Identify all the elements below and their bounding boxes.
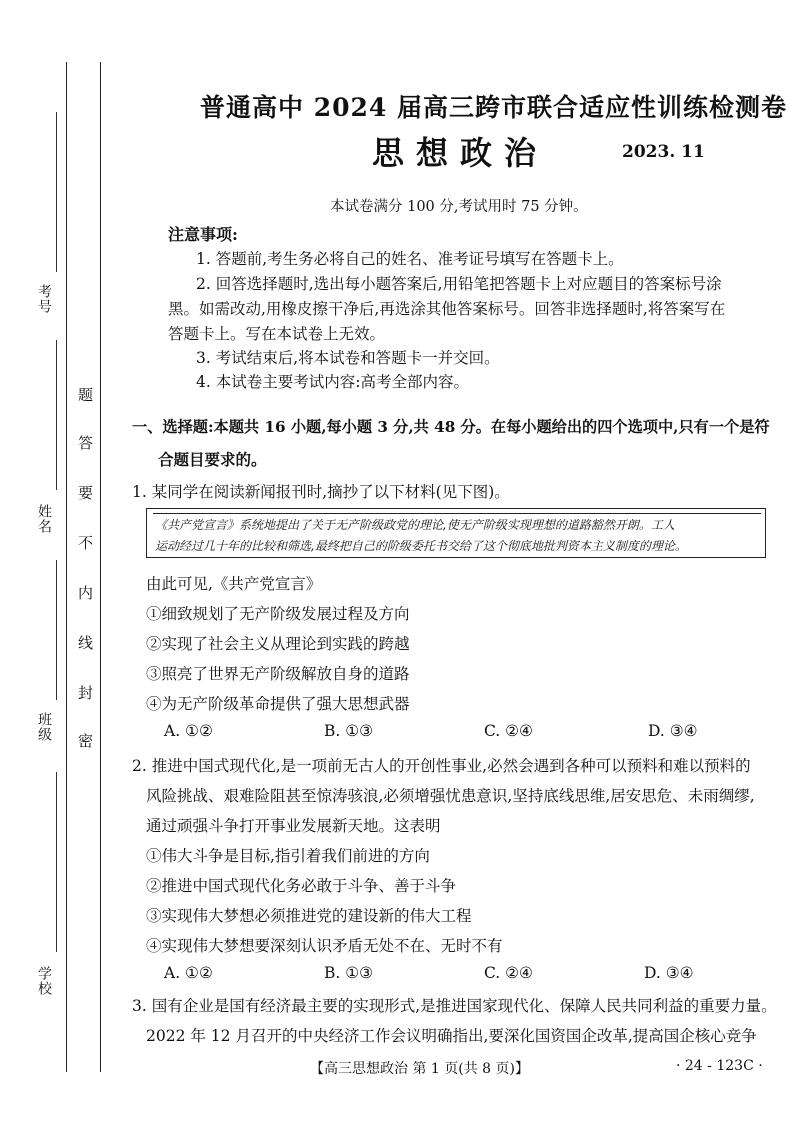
q1-option-c[interactable]: C. ②④ [484, 722, 533, 740]
q1-option-b[interactable]: B. ①③ [324, 722, 374, 740]
q1-material-line: 《共产党宣言》系统地提出了关于无产阶级政党的理论,使无产阶级实现理想的道路豁然开朗。工人 [155, 518, 675, 532]
q2-option-b[interactable]: B. ①③ [324, 964, 374, 982]
class-blank[interactable] [56, 560, 57, 700]
q1-material-line: 运动经过几十年的比较和筛选,最终把自己的阶级委托书交给了这个彻底地批判资本主义制度的理论。 [155, 539, 687, 553]
q1-option-d[interactable]: D. ③④ [648, 722, 698, 740]
q2-stem: 风险挑战、艰难险阻甚至惊涛骇浪,必须增强忧患意识,坚持底线思维,居安思危、未雨绸缪, [146, 787, 755, 805]
page-footer: 【高三思想政治 第 1 页(共 8 页)】 [310, 1061, 529, 1077]
q1-material-box [146, 508, 766, 558]
notice-line: 答题卡上。写在本试卷上无效。 [168, 325, 386, 343]
q1-lead: 由此可见,《共产党宣言》 [146, 575, 322, 593]
q2-item: ④实现伟大梦想要深刻认识矛盾无处不在、无时不有 [146, 937, 503, 955]
school-blank[interactable] [56, 772, 57, 952]
seal-char: 不 [78, 534, 94, 552]
margin-line-outer [66, 62, 67, 1072]
name-label: 姓名 [36, 504, 52, 534]
q1-stem: 1. 某同学在阅读新闻报刊时,摘抄了以下材料(见下图)。 [132, 483, 510, 501]
seal-char: 线 [78, 634, 94, 652]
notice-line: 2. 回答选择题时,选出每小题答案后,用铅笔把答题卡上对应题目的答案标号涂 [196, 275, 722, 293]
q3-stem: 3. 国有企业是国有经济最主要的实现形式,是推进国家现代化、保障人民共同利益的重要力量。 [132, 997, 777, 1015]
subject-title: 思想政治 [372, 134, 549, 172]
q2-item: ①伟大斗争是目标,指引着我们前进的方向 [146, 847, 430, 865]
section-heading-cont: 合题目要求的。 [158, 450, 267, 469]
q2-option-d[interactable]: D. ③④ [644, 964, 694, 982]
seal-char: 要 [78, 484, 94, 502]
exam-no-label: 考号 [36, 284, 52, 314]
notice-line: 黑。如需改动,用橡皮擦干净后,再选涂其他答案标号。回答非选择题时,将答案写在 [168, 300, 726, 318]
q2-stem: 2. 推进中国式现代化,是一项前无古人的开创性事业,必然会遇到各种可以预料和难以预料的 [132, 757, 751, 775]
exam-info: 本试卷满分 100 分,考试用时 75 分钟。 [330, 199, 588, 215]
class-label: 班级 [36, 712, 52, 742]
q2-option-a[interactable]: A. ①② [164, 964, 213, 982]
exam-no-blank[interactable] [56, 112, 57, 272]
seal-char: 答 [78, 434, 94, 452]
q2-option-c[interactable]: C. ②④ [484, 964, 533, 982]
q1-item: ①细致规划了无产阶级发展过程及方向 [146, 605, 410, 623]
q2-stem: 通过顽强斗争打开事业发展新天地。这表明 [146, 817, 441, 835]
section-heading: 一、选择题:本题共 16 小题,每小题 3 分,共 48 分。在每小题给出的四个选项中,只有一个是符 [132, 418, 770, 436]
q1-item: ②实现了社会主义从理论到实践的跨越 [146, 635, 410, 653]
seal-char: 密 [78, 732, 94, 750]
paper-code: · 24 - 123C · [676, 1058, 763, 1074]
name-blank[interactable] [56, 340, 57, 490]
margin-line-inner [100, 62, 101, 1072]
notice-line: 4. 本试卷主要考试内容:高考全部内容。 [196, 373, 469, 391]
seal-char: 内 [78, 584, 94, 602]
q1-option-a[interactable]: A. ①② [164, 722, 213, 740]
seal-char: 题 [78, 386, 94, 404]
q2-item: ②推进中国式现代化务必敢于斗争、善于斗争 [146, 877, 457, 895]
notice-line: 3. 考试结束后,将本试卷和答题卡一并交回。 [196, 349, 500, 367]
exam-title: 普通高中 2024 届高三跨市联合适应性训练检测卷 [200, 93, 787, 122]
school-label: 学校 [36, 966, 52, 996]
q1-item: ③照亮了世界无产阶级解放自身的道路 [146, 665, 410, 683]
q2-item: ③实现伟大梦想必须推进党的建设新的伟大工程 [146, 907, 472, 925]
seal-char: 封 [78, 684, 94, 702]
notice-heading: 注意事项: [168, 225, 238, 244]
exam-date: 2023. 11 [622, 142, 705, 162]
q3-stem: 2022 年 12 月召开的中央经济工作会议明确指出,要深化国资国企改革,提高国企核心竞争 [146, 1027, 757, 1045]
q1-item: ④为无产阶级革命提供了强大思想武器 [146, 695, 410, 713]
notice-line: 1. 答题前,考生务必将自己的姓名、准考证号填写在答题卡上。 [196, 250, 624, 268]
